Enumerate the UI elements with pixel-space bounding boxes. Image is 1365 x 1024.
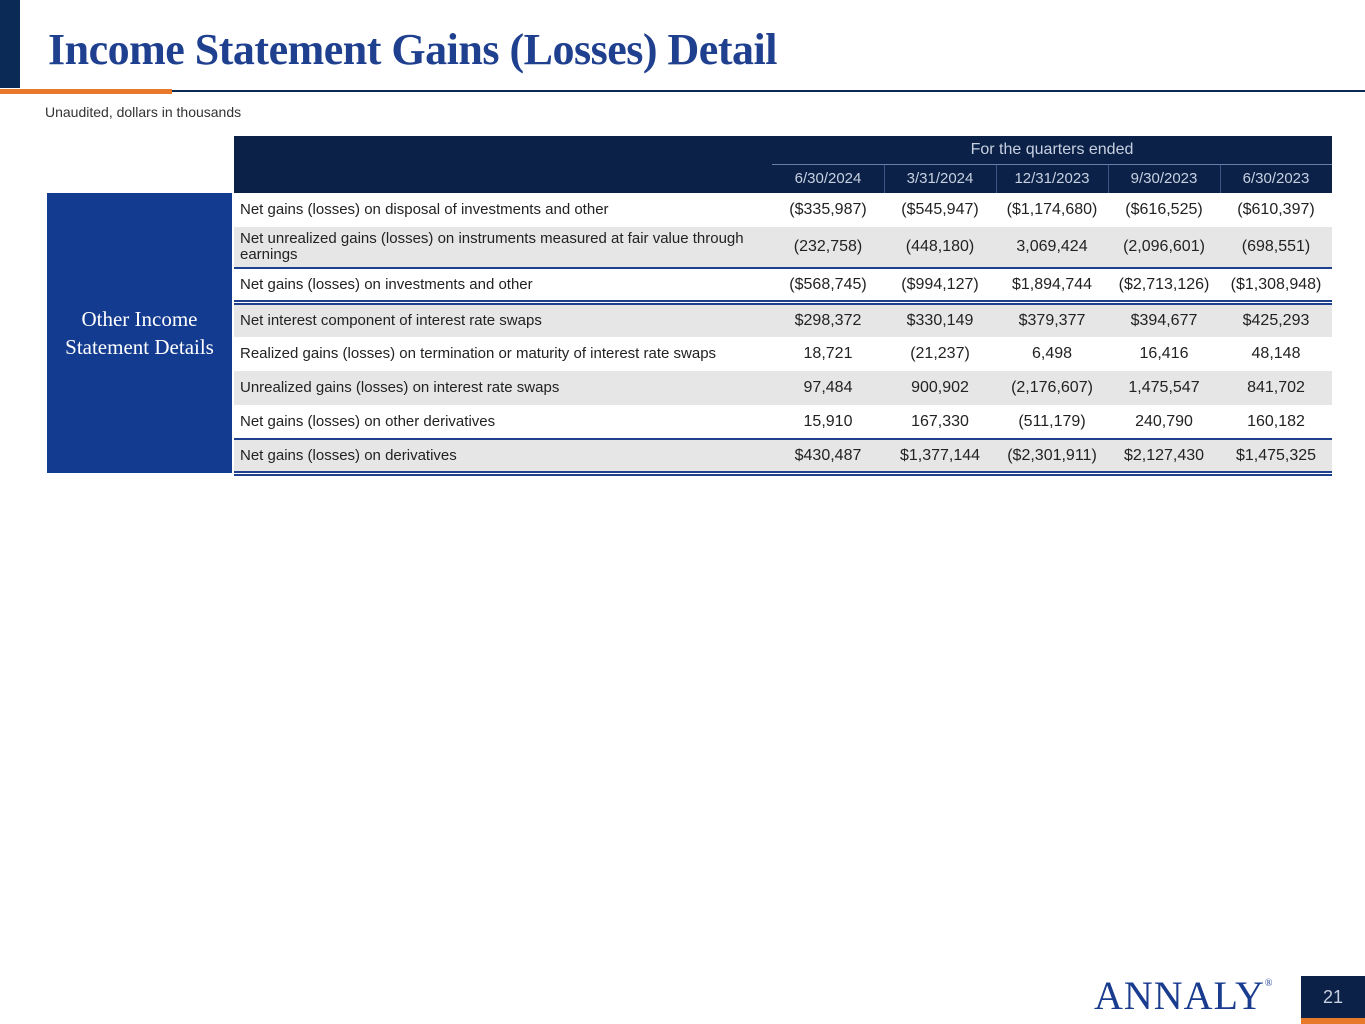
column-header: 3/31/2024 (906, 170, 974, 187)
table-cell: ($994,127) (901, 276, 979, 293)
table-cell: ($2,713,126) (1118, 276, 1210, 293)
table-cell: (448,180) (905, 238, 975, 255)
table-row (234, 405, 1332, 438)
table-cell: (2,096,601) (1123, 238, 1205, 255)
company-logo (1094, 972, 1273, 1019)
accent-bar (0, 0, 20, 88)
table-cell: 6,498 (1031, 345, 1073, 362)
table-cell: $425,293 (1242, 312, 1310, 329)
table-row (234, 337, 1332, 371)
row-label: Unrealized gains (losses) on interest rate swaps (240, 379, 560, 396)
column-header: 9/30/2023 (1130, 170, 1198, 187)
table-cell: ($545,947) (901, 201, 979, 218)
table-cell: ($616,525) (1125, 201, 1203, 218)
table-row (234, 193, 1332, 227)
page-title: Income Statement Gains (Losses) Detail (48, 25, 777, 74)
table-cell: 18,721 (803, 345, 853, 362)
table-group-header: For the quarters ended (772, 136, 1332, 165)
registered-mark: ® (1264, 978, 1274, 989)
table-cell: 48,148 (1251, 345, 1301, 362)
section-label-line-1: Other Income (81, 307, 198, 331)
table-cell: 900,902 (911, 379, 969, 396)
table-cell: $1,475,325 (1235, 446, 1317, 464)
table-cell: $2,127,430 (1123, 446, 1205, 464)
table-cell: 1,475,547 (1128, 379, 1200, 396)
table-cell: (232,758) (793, 238, 863, 255)
table-row-subtotal (234, 269, 1332, 301)
table-cell: $298,372 (794, 312, 862, 329)
table-cell: 240,790 (1135, 412, 1193, 430)
page-number: 21 (1301, 976, 1365, 1018)
table-row-total (234, 440, 1332, 471)
row-label: Net gains (losses) on disposal of investments and other (240, 201, 609, 218)
table-cell: ($568,745) (789, 276, 867, 293)
table-cell: 3,069,424 (1016, 238, 1088, 255)
table-cell: $379,377 (1018, 312, 1086, 329)
table-row (234, 371, 1332, 405)
page-subtitle: Unaudited, dollars in thousands (45, 104, 242, 120)
table-cell: $430,487 (794, 446, 862, 464)
table-cell: ($2,301,911) (1007, 446, 1097, 464)
page-number-accent (1301, 1018, 1365, 1024)
row-label: Net interest component of interest rate swaps (240, 312, 542, 329)
title-underline-accent (0, 89, 172, 94)
column-header: 6/30/2023 (1242, 170, 1310, 187)
logo-text: ANNALY (1094, 973, 1265, 1018)
table-row (234, 227, 1332, 267)
row-label: Net gains (losses) on derivatives (240, 446, 457, 464)
title-underline (172, 90, 1365, 92)
table-cell: ($610,397) (1237, 201, 1315, 218)
table-cell: 160,182 (1247, 412, 1305, 430)
table-cell: (698,551) (1241, 238, 1311, 255)
row-label: Net unrealized gains (losses) on instruments measured at fair value through earnings (240, 230, 744, 263)
table-cell: 167,330 (911, 412, 969, 430)
table-cell: $1,377,144 (899, 446, 981, 464)
row-label: Realized gains (losses) on termination or maturity of interest rate swaps (240, 345, 717, 362)
table-row (234, 305, 1332, 337)
table-cell: (21,237) (910, 345, 970, 362)
column-header: 6/30/2024 (794, 170, 862, 187)
table-cell: 16,416 (1139, 345, 1189, 362)
table-cell: ($335,987) (789, 201, 867, 218)
table-cell: (511,179) (1018, 412, 1086, 430)
table-cell: ($1,308,948) (1230, 276, 1322, 293)
table-cell: ($1,174,680) (1006, 201, 1098, 218)
table-cell: 15,910 (803, 412, 853, 430)
total-double-rule (234, 471, 1332, 476)
section-label-line-2: Statement Details (65, 335, 214, 359)
table-cell: $394,677 (1130, 312, 1198, 329)
table-cell: $1,894,744 (1011, 276, 1093, 293)
table-cell: $330,149 (906, 312, 974, 329)
table-cell: (2,176,607) (1011, 379, 1093, 396)
row-label: Net gains (losses) on other derivatives (240, 412, 496, 430)
section-label (47, 193, 232, 473)
row-label: Net gains (losses) on investments and other (240, 276, 533, 293)
column-header: 12/31/2023 (1014, 170, 1090, 187)
table-cell: 97,484 (803, 379, 853, 396)
table-cell: 841,702 (1247, 379, 1305, 396)
